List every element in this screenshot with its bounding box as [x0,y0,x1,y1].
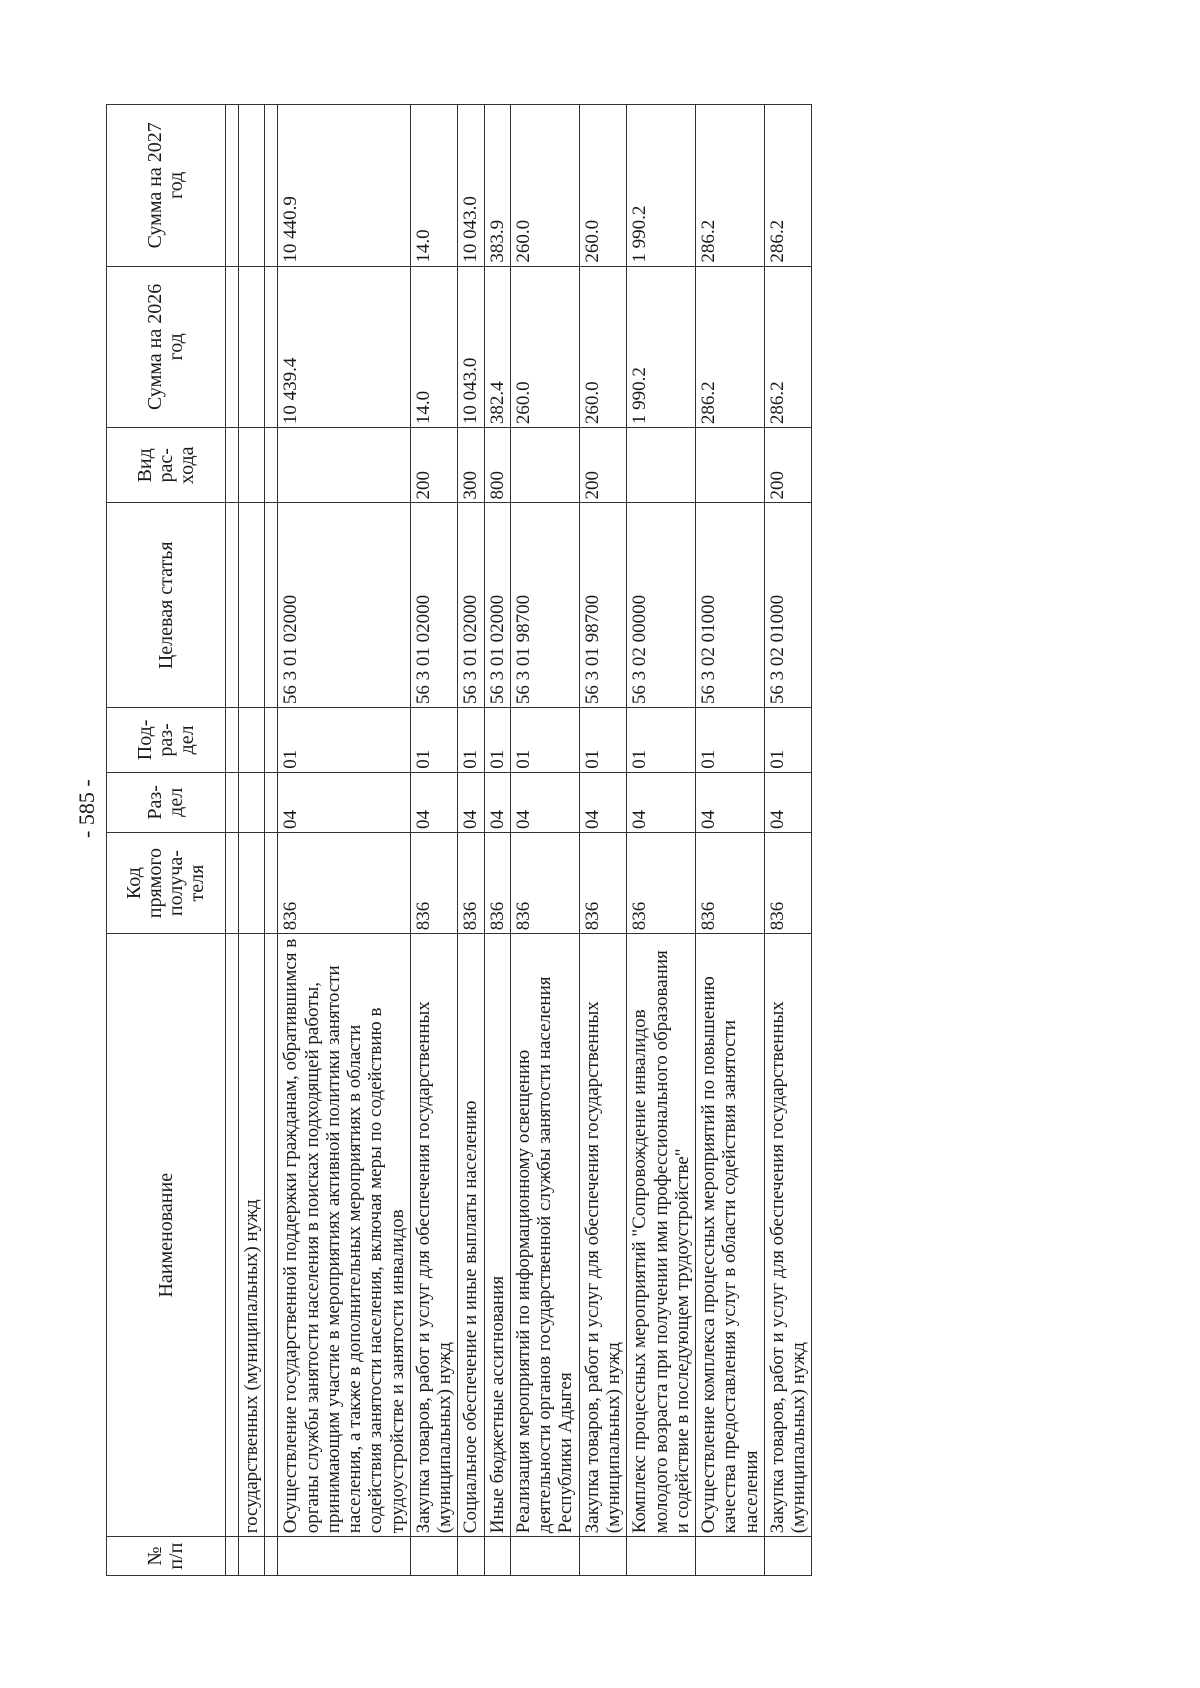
row-sum-2027: 260.0 [510,105,579,267]
table-body [226,105,812,1576]
blank-cell [265,708,278,773]
row-subsection: 01 [579,708,627,773]
row-subsection: 01 [278,708,411,773]
table-row [627,105,696,1576]
rotated-table-container [106,104,812,1576]
row-no [458,1537,484,1576]
blank-cell [226,708,239,773]
row-name: Иные бюджетные ассигнования [484,934,510,1537]
blank-cell [226,105,239,267]
row-subsection: 01 [764,708,812,773]
table-row [458,105,484,1576]
row-name: Осуществление государственной поддержки гражданам, обратившимся в органы службы занятости населения в поисках подходящей работы, принимающим участие в мероприятиях активной политики занятости населения, а также в дополнительных мероприятиях в области содействия занятости населения, включая меры по содействию в трудоустройстве и занятости инвалидов [278,934,411,1537]
row-sum-2027: 10 440.9 [278,105,411,267]
row-name: государственных (муниципальных) нужд [239,934,265,1537]
row-no [239,1537,265,1576]
row-name: Закупка товаров, работ и услуг для обеспечения государственных (муниципальных) нужд [764,934,812,1537]
blank-cell [226,503,239,708]
row-section: 04 [696,772,765,832]
row-section: 04 [458,772,484,832]
row-recipient-code: 836 [627,832,696,933]
row-sum-2026: 286.2 [764,266,812,428]
blank-cell [265,1537,278,1576]
row-sum-2027: 383.9 [484,105,510,267]
row-name: Социальное обеспечение и иные выплаты населению [458,934,484,1537]
blank-cell [226,1537,239,1576]
blank-row [265,105,278,1576]
row-expense-kind: 200 [410,428,458,503]
row-expense-kind: 200 [579,428,627,503]
row-sum-2026: 1 990.2 [627,266,696,428]
row-expense-kind [278,428,411,503]
header-target-article: Целевая статья [107,503,226,708]
row-expense-kind: 200 [764,428,812,503]
table-row [484,105,510,1576]
budget-table [106,104,812,1576]
row-section: 04 [579,772,627,832]
blank-cell [265,503,278,708]
row-sum-2027: 286.2 [696,105,765,267]
row-section: 04 [510,772,579,832]
row-expense-kind: 300 [458,428,484,503]
row-expense-kind [510,428,579,503]
row-section: 04 [278,772,411,832]
header-section: Раз-дел [107,772,226,832]
blank-cell [226,266,239,428]
row-no [627,1537,696,1576]
row-section: 04 [764,772,812,832]
blank-cell [265,772,278,832]
table-row [764,105,812,1576]
blank-cell [226,832,239,933]
row-sum-2027: 286.2 [764,105,812,267]
row-sum-2027: 1 990.2 [627,105,696,267]
table-row [278,105,411,1576]
row-target-article: 56 3 02 01000 [696,503,765,708]
row-subsection: 01 [510,708,579,773]
row-subsection: 01 [627,708,696,773]
header-expense-kind: Вид рас-хода [107,428,226,503]
row-target-article: 56 3 01 98700 [579,503,627,708]
row-recipient-code: 836 [410,832,458,933]
row-target-article: 56 3 01 02000 [278,503,411,708]
row-sum-2027: 10 043.0 [458,105,484,267]
row-sum-2026: 260.0 [579,266,627,428]
row-sum-2026 [239,266,265,428]
row-recipient-code: 836 [458,832,484,933]
row-target-article: 56 3 01 02000 [458,503,484,708]
row-name: Реализация мероприятий по информационному освещению деятельности органов государственной службы занятости населения Республики Адыгея [510,934,579,1537]
row-sum-2026: 10 439.4 [278,266,411,428]
header-subsection: Под-раз-дел [107,708,226,773]
row-section [239,772,265,832]
row-no [410,1537,458,1576]
row-section: 04 [410,772,458,832]
header-no: № п/п [107,1537,226,1576]
row-recipient-code: 836 [696,832,765,933]
header-sum-2026: Сумма на 2026 год [107,266,226,428]
row-sum-2026: 10 043.0 [458,266,484,428]
row-target-article: 56 3 02 00000 [627,503,696,708]
row-section: 04 [627,772,696,832]
row-no [484,1537,510,1576]
row-target-article: 56 3 01 98700 [510,503,579,708]
blank-cell [226,428,239,503]
table-row [579,105,627,1576]
row-recipient-code: 836 [510,832,579,933]
row-sum-2026: 14.0 [410,266,458,428]
row-no [764,1537,812,1576]
row-no [579,1537,627,1576]
table-row [239,105,265,1576]
row-subsection: 01 [458,708,484,773]
row-recipient-code: 836 [579,832,627,933]
blank-cell [265,832,278,933]
blank-row [226,105,239,1576]
row-recipient-code: 836 [484,832,510,933]
row-name: Осуществление комплекса процессных мероприятий по повышению качества предоставления услуг в области содействия занятости населения [696,934,765,1537]
row-name: Комплекс процессных мероприятий "Сопровождение инвалидов молодого возраста при получении ими профессионального образования и содействие в последующем трудоустройстве" [627,934,696,1537]
row-sum-2026: 382.4 [484,266,510,428]
blank-cell [226,934,239,1537]
header-row [107,105,226,1576]
blank-cell [265,266,278,428]
row-expense-kind [239,428,265,503]
table-row [510,105,579,1576]
row-subsection: 01 [410,708,458,773]
row-name: Закупка товаров, работ и услуг для обеспечения государственных (муниципальных) нужд [579,934,627,1537]
blank-cell [265,934,278,1537]
row-sum-2027: 14.0 [410,105,458,267]
row-target-article: 56 3 01 02000 [410,503,458,708]
row-subsection: 01 [696,708,765,773]
row-recipient-code: 836 [764,832,812,933]
row-expense-kind [627,428,696,503]
row-expense-kind: 800 [484,428,510,503]
row-sum-2026: 260.0 [510,266,579,428]
row-no [278,1537,411,1576]
row-sum-2027: 260.0 [579,105,627,267]
row-subsection: 01 [484,708,510,773]
row-no [510,1537,579,1576]
blank-cell [265,105,278,267]
page-number: - 585 - [74,779,99,838]
row-section: 04 [484,772,510,832]
blank-cell [265,428,278,503]
row-expense-kind [696,428,765,503]
row-recipient-code [239,832,265,933]
row-name: Закупка товаров, работ и услуг для обеспечения государственных (муниципальных) нужд [410,934,458,1537]
row-subsection [239,708,265,773]
row-target-article [239,503,265,708]
header-sum-2027: Сумма на 2027 год [107,105,226,267]
header-name: Наименование [107,934,226,1537]
table-row [696,105,765,1576]
row-sum-2027 [239,105,265,267]
row-no [696,1537,765,1576]
row-target-article: 56 3 02 01000 [764,503,812,708]
row-recipient-code: 836 [278,832,411,933]
table-row [410,105,458,1576]
header-recipient-code: Код прямого получа-теля [107,832,226,933]
row-sum-2026: 286.2 [696,266,765,428]
table-header [107,105,226,1576]
row-target-article: 56 3 01 02000 [484,503,510,708]
blank-cell [226,772,239,832]
